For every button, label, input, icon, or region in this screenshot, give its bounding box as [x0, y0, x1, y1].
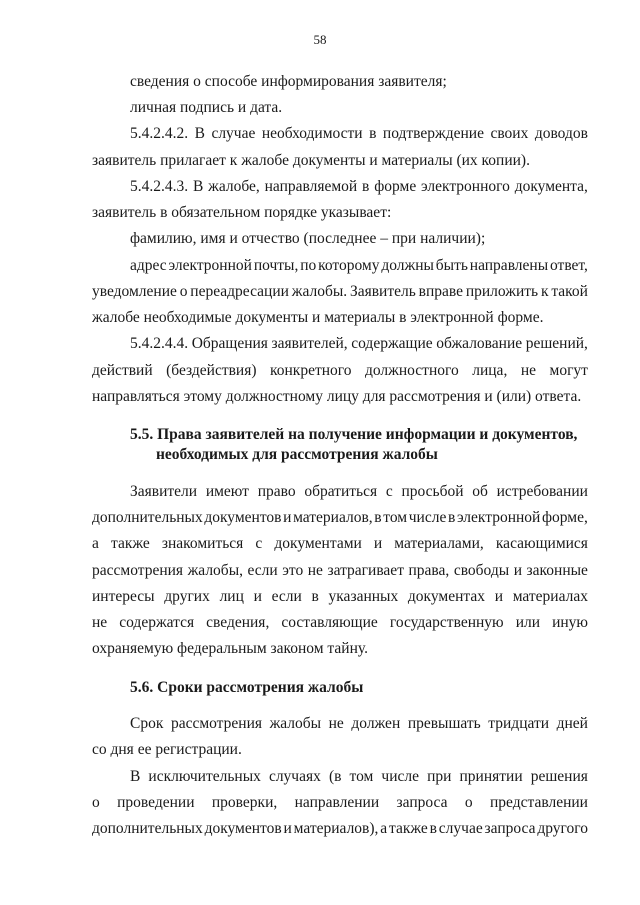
word: материалов),: [293, 820, 379, 837]
text-line: [130, 124, 588, 144]
word: могут: [549, 362, 588, 379]
word: переадресации: [190, 283, 289, 300]
word: интересы: [92, 588, 155, 605]
word: Заявители: [130, 483, 198, 500]
word: не: [520, 362, 537, 379]
word: тридцати: [488, 715, 550, 732]
section-heading-5-5-cont: необходимых для рассмотрения жалобы: [156, 446, 438, 463]
page-number: 58: [313, 32, 327, 47]
word: затрагивает: [327, 562, 404, 579]
word: направлении: [294, 794, 380, 811]
word: а: [380, 820, 388, 837]
word: и: [494, 588, 503, 605]
word: если: [271, 588, 302, 605]
word: законные: [526, 562, 588, 579]
word: также: [389, 820, 428, 837]
word: в: [362, 178, 370, 195]
word: запроса: [396, 794, 448, 811]
word: имеют: [205, 483, 249, 500]
word: с: [255, 535, 263, 552]
word: том: [349, 768, 374, 785]
word: иную: [552, 614, 588, 631]
word: в: [429, 820, 437, 837]
text-line: [130, 256, 588, 276]
word: о: [179, 283, 188, 300]
word: право: [257, 483, 296, 500]
section-heading-5-5: 5.5. Права заявителей на получение информации и документов,: [130, 426, 578, 443]
word: которому: [318, 257, 380, 274]
word: Обращения: [191, 335, 268, 352]
word: это: [282, 562, 304, 579]
word: числе: [408, 509, 447, 526]
word: случае: [438, 820, 483, 837]
word: документов: [204, 509, 282, 526]
word: в: [374, 509, 382, 526]
word: электронного: [421, 178, 510, 195]
word: том: [383, 509, 408, 526]
word: дней: [556, 715, 588, 732]
text-line: [130, 714, 588, 734]
word: превышать: [407, 715, 481, 732]
word: жалобы: [269, 715, 322, 732]
word: указанных: [328, 588, 399, 605]
word: жалобе,: [208, 178, 260, 195]
word: форме,: [542, 509, 588, 526]
word: в: [369, 125, 377, 142]
word: электронной: [456, 509, 541, 526]
word: о: [92, 794, 100, 811]
word: числе: [381, 768, 420, 785]
word: по: [300, 257, 317, 274]
word: (в: [328, 768, 342, 785]
word: к: [540, 283, 549, 300]
word: лиц: [219, 588, 244, 605]
word: а: [92, 535, 99, 552]
word: составляющие: [281, 614, 378, 631]
word: рассмотрения: [170, 715, 262, 732]
word: подтверждение: [382, 125, 484, 142]
word: заявителей,: [271, 335, 348, 352]
word: с: [385, 483, 393, 500]
text-line: [92, 793, 588, 813]
word: конкретного: [270, 362, 352, 379]
word: форме: [374, 178, 417, 195]
word: материалах: [512, 588, 588, 605]
word: направлены: [469, 257, 549, 274]
word: адрес: [130, 257, 167, 274]
word: в: [447, 509, 456, 526]
text-line: со дня ее регистрации.: [92, 741, 242, 758]
word: при: [427, 768, 452, 785]
word: дополнительных: [92, 509, 203, 526]
word: или: [515, 614, 541, 631]
word: касающимися: [495, 535, 588, 552]
text-line: [92, 819, 588, 839]
word: Заявитель: [349, 283, 416, 300]
text-line: [92, 361, 588, 381]
word: В: [194, 125, 205, 142]
word: о: [464, 794, 473, 811]
text-line: заявитель прилагает к жалобе документы и материалы (их копии).: [92, 152, 530, 169]
word: истребовании: [496, 483, 588, 500]
word: исключительных: [148, 768, 261, 785]
word: направляемой: [264, 178, 358, 195]
word: содержащие: [351, 335, 433, 352]
text-line: сведения о способе информирования заявителя;: [130, 73, 447, 90]
word: электронной: [168, 257, 252, 274]
text-line: [92, 587, 588, 607]
word: и: [283, 820, 292, 837]
word: дополнительных: [92, 820, 203, 837]
text-line: [92, 282, 588, 302]
word: содержатся: [119, 614, 195, 631]
text-line: личная подпись и дата.: [130, 99, 283, 116]
word: должен: [351, 715, 401, 732]
word: Срок: [130, 715, 164, 732]
word: случаях: [268, 768, 321, 785]
text-line: охраняемую федеральным законом тайну.: [92, 640, 368, 657]
word: такой: [551, 283, 588, 300]
word: других: [164, 588, 210, 605]
word: 5.4.2.4.2.: [130, 125, 189, 142]
word: должностного: [365, 362, 459, 379]
word: должны: [381, 257, 434, 274]
word: не: [307, 562, 323, 579]
word: и: [513, 562, 522, 579]
word: рассмотрения: [92, 562, 184, 579]
text-line: [130, 334, 588, 354]
word: решений,: [525, 335, 588, 352]
word: случае: [211, 125, 256, 142]
word: быть: [435, 257, 468, 274]
word: своих: [490, 125, 529, 142]
word: лица,: [472, 362, 508, 379]
word: если: [247, 562, 278, 579]
word: проведении: [117, 794, 195, 811]
word: В: [130, 768, 141, 785]
text-line: [92, 613, 588, 633]
word: не: [92, 614, 108, 631]
word: 5.4.2.4.4.: [130, 335, 189, 352]
section-heading-5-6: 5.6. Сроки рассмотрения жалобы: [130, 679, 364, 696]
text-line: направляться этому должностному лицу для рассмотрения и (или) ответа.: [92, 388, 582, 405]
word: материалов,: [293, 509, 373, 526]
word: действий: [92, 362, 153, 379]
word: В: [192, 178, 204, 195]
word: почты,: [253, 257, 299, 274]
word: обжалование: [436, 335, 523, 352]
word: запроса: [484, 820, 536, 837]
word: и: [283, 509, 292, 526]
word: жалобы.: [291, 283, 348, 300]
text-line: [130, 482, 588, 502]
word: и: [253, 588, 262, 605]
word: в: [311, 588, 319, 605]
word: приложить: [465, 283, 539, 300]
text-line: [92, 561, 588, 581]
word: принятии: [459, 768, 523, 785]
word: 5.4.2.4.3.: [130, 178, 189, 195]
word: об: [472, 483, 488, 500]
word: материалами,: [394, 535, 484, 552]
word: ответ,: [550, 257, 588, 274]
word: представлении: [490, 794, 588, 811]
word: и: [373, 535, 383, 552]
word: необходимости: [261, 125, 363, 142]
word: свободы: [453, 562, 510, 579]
word: документами: [274, 535, 362, 552]
word: не: [328, 715, 344, 732]
word: знакомиться: [161, 535, 244, 552]
word: государственную: [389, 614, 504, 631]
word: решения: [530, 768, 588, 785]
word: вправе: [418, 283, 463, 300]
text-line: [130, 767, 588, 787]
word: просьбой: [401, 483, 464, 500]
text-line: [130, 177, 588, 197]
word: другого: [537, 820, 588, 837]
word: документах: [407, 588, 485, 605]
text-line: жалобе необходимые документы и материалы в электронной форме.: [92, 309, 544, 326]
word: проверки,: [211, 794, 278, 811]
word: доводов: [534, 125, 588, 142]
word: также: [110, 535, 150, 552]
word: обратиться: [304, 483, 378, 500]
word: (бездействия): [166, 362, 257, 379]
word: права,: [408, 562, 450, 579]
word: сведения,: [206, 614, 270, 631]
text-line: [92, 534, 588, 554]
text-line: заявитель в обязательном порядке указывает:: [92, 204, 392, 221]
word: жалобы,: [187, 562, 243, 579]
word: уведомление: [92, 283, 177, 300]
word: документов: [204, 820, 282, 837]
word: документа,: [514, 178, 588, 195]
text-line: фамилию, имя и отчество (последнее – при наличии);: [130, 230, 486, 247]
text-line: [92, 508, 588, 528]
